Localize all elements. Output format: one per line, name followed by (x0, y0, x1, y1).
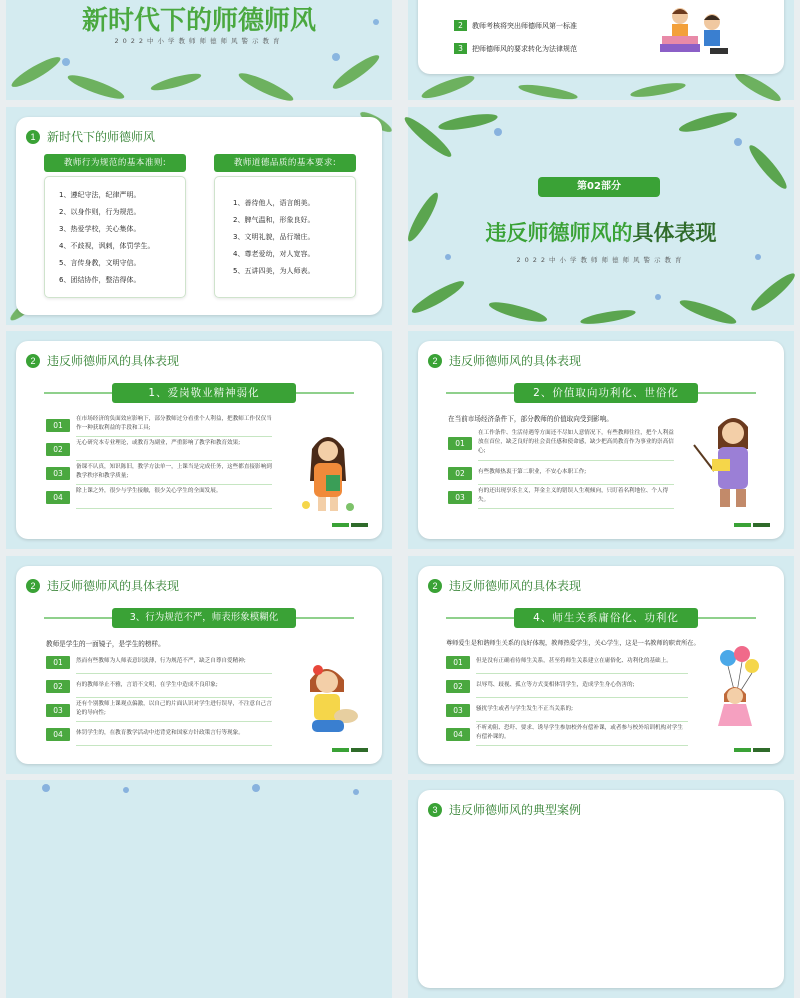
item-number: 01 (448, 437, 472, 450)
item-text: 以辱骂、歧视、孤立等方式变相体罚学生，造成学生身心伤害的; (476, 682, 635, 688)
list-item (448, 487, 674, 509)
section-subtitle: 2022中小学教师师德师风警示教育 (516, 256, 686, 264)
slide-footer-bars (330, 512, 368, 531)
list-item (446, 700, 688, 722)
item-text: 体罚学生的，在教育教学活动中违背党和国家方针政策言行等现象。 (76, 730, 244, 736)
list-number: 2 (454, 20, 467, 31)
requirements-header: 教师道德品质的基本要求: (214, 154, 356, 172)
rule-item: 6、团结协作，整洁得体。 (59, 276, 141, 284)
students-reading-illustration (650, 4, 740, 64)
section-title: 新时代下的师德师风 (47, 130, 156, 144)
item-text: 在工作条件、生活待遇等方面还不尽如人意情况下，有些教师往往，把个人利益放在首位，缺乏良好的社会责任感和使命感，缺少把高尚教育作为事业的崇高信心; (478, 430, 674, 454)
section-title: 违反师德师风的具体表现 (47, 579, 180, 593)
section-number-badge: 2 (26, 354, 40, 368)
section-number-badge: 2 (428, 579, 442, 593)
content-card (16, 566, 382, 764)
slide-thumbnail-8[interactable] (408, 556, 794, 774)
content-card (418, 341, 784, 539)
teacher-pointer-illustration (690, 409, 770, 509)
slide-thumbnail-2[interactable] (408, 0, 794, 100)
list-item (446, 676, 688, 698)
item-number: 02 (46, 443, 70, 456)
slide1-title: 新时代下的师德师风 (81, 6, 316, 36)
teacher-with-book-illustration (298, 429, 358, 513)
slide-footer-bars (732, 737, 770, 756)
item-number: 01 (46, 419, 70, 432)
list-item (46, 700, 272, 722)
item-number: 03 (448, 491, 472, 504)
section-title: 违反师德师风的具体表现 (449, 579, 582, 593)
list-item (46, 652, 272, 674)
issue-list (448, 429, 674, 511)
list-item: 教师考核将突出师德师风第一标准 (472, 22, 577, 30)
item-number: 02 (46, 680, 70, 693)
part-badge: 第02部分 (538, 177, 660, 197)
slide-thumbnail-6[interactable] (408, 331, 794, 549)
list-number: 3 (454, 43, 467, 54)
list-item (448, 463, 674, 485)
section-title: 违反师德师风的具体表现 (47, 354, 180, 368)
topic-banner: 2、价值取向功利化、世俗化 (514, 383, 698, 403)
list-item (46, 463, 272, 485)
item-number: 04 (46, 491, 70, 504)
rules-list (59, 187, 154, 289)
rules-header: 教师行为规范的基本准则: (44, 154, 186, 172)
leaf-background (6, 780, 392, 998)
issue-list (46, 415, 272, 511)
intro-text: 尊师爱生是和谐师生关系的良好体现，教师热爱学生，关心学生，这是一名教师的职责所在。 (446, 640, 700, 647)
list-item (46, 676, 272, 698)
section-number-badge: 3 (428, 803, 442, 817)
slide-thumbnail-7[interactable] (6, 556, 392, 774)
content-card (16, 341, 382, 539)
requirements-list (233, 195, 314, 280)
section-number-badge: 2 (428, 354, 442, 368)
list-item: 把师德师风的要求转化为法律规范 (472, 45, 577, 53)
requirement-item: 5、五讲四美，为人师表。 (233, 267, 315, 275)
intro-text: 在当前市场经济条件下，部分教师的价值取向受到影响。 (448, 415, 613, 423)
section-number-badge: 2 (26, 579, 40, 593)
heading-accent: 具体表现 (632, 221, 717, 245)
item-text: 但是没有正确看待师生关系，甚至将师生关系建立在庸俗化、功利化的基础上。 (476, 658, 672, 664)
intro-text: 教师是学生的一面镜子，是学生的榜样。 (46, 640, 165, 648)
list-item (446, 724, 688, 746)
item-number: 04 (46, 728, 70, 741)
list-item (46, 415, 272, 437)
item-number: 01 (446, 656, 470, 669)
requirement-item: 2、脾气温和，形象良好。 (233, 216, 315, 224)
list-item (46, 487, 272, 509)
item-text: 有的教师举止不雅，言语不文明，在学生中造成不良印象; (76, 682, 218, 688)
item-text: 骚扰学生或者与学生发生不正当关系的; (476, 706, 573, 712)
requirement-item: 4、尊老爱幼，对人宽容。 (233, 250, 315, 258)
section-number-badge: 1 (26, 130, 40, 144)
topic-banner: 4、师生关系庸俗化、功利化 (514, 608, 698, 628)
item-text: 有些教师热衷于第二职业，不安心本职工作; (478, 469, 587, 475)
item-text: 备课不认真，知识陈旧，教学方法单一，上课当是完成任务，这些都直接影响到教学秩序和教学质量; (76, 464, 272, 479)
slide-thumbnail-9[interactable] (408, 780, 794, 998)
slide-thumbnail-1[interactable] (6, 0, 392, 100)
content-card (418, 790, 784, 988)
item-number: 01 (46, 656, 70, 669)
topic-banner: 3、行为规范不严，师表形象模糊化 (112, 608, 296, 628)
item-number: 03 (46, 704, 70, 717)
item-text: 有的还出现享乐主义，拜金主义的错误人生观倾向，只盯着名利地位、个人得失。 (478, 488, 669, 503)
item-text: 除上课之外，很少与学生接触，很少关心学生的全面发展。 (76, 488, 222, 494)
leaf-background (408, 107, 794, 325)
girl-with-balloons-illustration (706, 646, 766, 736)
rules-box (44, 176, 186, 298)
slide-thumbnail-10[interactable] (6, 780, 392, 998)
rule-item: 3、热爱学校，关心集体。 (59, 225, 141, 233)
child-painting-illustration (296, 658, 362, 738)
slide1-subtitle: 2022中小学教师师德师风警示教育 (114, 37, 284, 45)
requirement-item: 3、文明礼貌，品行端庄。 (233, 233, 315, 241)
item-text: 然而有些教师为人师表意识淡薄，行为规范不严，缺乏自尊自爱精神; (76, 658, 246, 664)
section-heading (408, 217, 794, 247)
item-number: 03 (46, 467, 70, 480)
content-card (16, 117, 382, 315)
slide-thumbnail-4[interactable] (408, 107, 794, 325)
item-number: 02 (448, 467, 472, 480)
content-card (418, 0, 784, 74)
content-card (418, 566, 784, 764)
list-item (46, 439, 272, 461)
topic-banner: 1、爱岗敬业精神弱化 (112, 383, 296, 403)
rule-item: 5、言传身教，文明守信。 (59, 259, 141, 267)
rule-item: 2、以身作则，行为规范。 (59, 208, 141, 216)
item-text: 无心研究本专业理论，或教育为副业，严重影响了教学和教育效果; (76, 440, 241, 446)
requirement-item: 1、善待他人，语言朗美。 (233, 199, 315, 207)
list-item (446, 652, 688, 674)
item-number: 02 (446, 680, 470, 693)
item-number: 04 (446, 728, 470, 741)
list-item (448, 429, 674, 461)
slide-footer-bars (732, 512, 770, 531)
slide-thumbnail-5[interactable] (6, 331, 392, 549)
item-text: 在市场经济的负面效应影响下，部分教师过分看重个人利益，把教师工作仅仅当作一种获取利益的手段和工具; (76, 416, 272, 431)
rule-item: 4、不歧视，讽刺，体罚学生。 (59, 242, 155, 250)
slide-footer-bars (330, 737, 368, 756)
heading-main: 违反师德师风的 (485, 221, 633, 245)
item-text: 不听劝阻、恐吓、要求、诱导学生参加校外有偿补课，或者参与校外培训机构对学生有偿补课的。 (476, 725, 683, 740)
requirements-box (214, 176, 356, 298)
item-text: 还有个别教师上课观点偏激，以自己的片面认识对学生进行误导，不注意自己言论的导向性; (76, 701, 272, 716)
slide-thumbnail-3[interactable] (6, 107, 392, 325)
section-title: 违反师德师风的具体表现 (449, 354, 582, 368)
item-number: 03 (446, 704, 470, 717)
section-title: 违反师德师风的典型案例 (449, 803, 582, 817)
issue-list (46, 652, 272, 748)
rule-item: 1、遵纪守法，纪律严明。 (59, 191, 141, 199)
issue-list (446, 652, 688, 748)
list-item (46, 724, 272, 746)
